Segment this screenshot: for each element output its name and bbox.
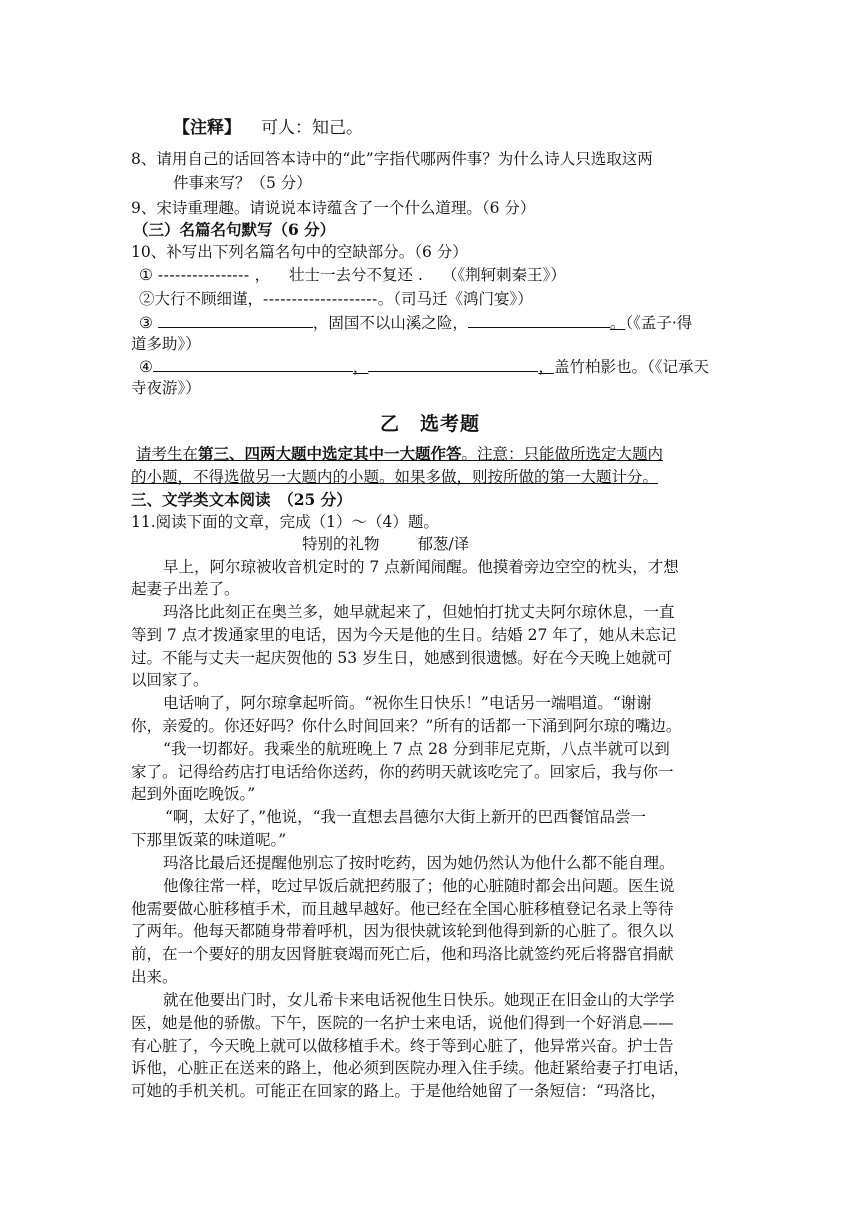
paragraph-line: 玛洛比最后还提醒他别忘了按时吃药，因为她仍然认为他什么都不能自理。: [163, 854, 675, 872]
paragraph-line: “我一切都好。我乘坐的航班晚上 7 点 28 分到菲尼克斯，八点半就可以到: [163, 740, 670, 758]
answer-blank-3b[interactable]: [468, 311, 610, 328]
quote-text: ，固国不以山溪之险，: [312, 314, 468, 332]
answer-blank-1[interactable]: ----------------: [157, 266, 250, 284]
story-translator: 郁葱/译: [417, 535, 470, 553]
question-9: 9、宋诗重理趣。请说说本诗蕴含了一个什么道理。（6 分）: [131, 199, 536, 217]
quote-text: 大行不顾细谨，: [154, 290, 264, 308]
paragraph-line: 有心脏了，今天晚上就可以做移植手术。终于等到心脏了，他异常兴奋。护士告: [131, 1037, 674, 1055]
punct: 。: [609, 314, 626, 332]
question-11: 11.阅读下面的文章，完成（1）～（4）题。: [131, 513, 439, 531]
paragraph-line: 你，亲爱的。你还好吗？你什么时间回来？”所有的话都一下涌到阿尔琼的嘴边。: [131, 717, 682, 735]
notice-line-1: [136, 443, 663, 465]
paragraph-line: 起到外面吃晚饭。”: [131, 785, 256, 803]
answer-blank-4b[interactable]: [368, 355, 538, 372]
fill-item-4: [139, 355, 709, 378]
notice-line-2: 的小题，不得选做另一大题内的小题。如果多做，则按所做的第一大题计分。: [131, 468, 659, 486]
notice-post: 。注意：只能做所选定大题内: [461, 445, 664, 463]
paragraph-line: 诉他，心脏正在送来的路上，他必须到医院办理入住手续。他赶紧给妻子打电话，: [131, 1059, 690, 1077]
quote-source: （《荆轲刺秦王》）: [441, 266, 566, 284]
quote-text: 壮士一去兮不复还: [289, 266, 414, 284]
story-title-text: 特别的礼物: [302, 535, 380, 553]
section-3-heading: （三）名篇名句默写（6 分）: [133, 220, 336, 239]
section-three-heading: 三、文学类文本阅读 （25 分）: [131, 490, 352, 509]
paragraph-line: 下那里饭菜的味道呢。”: [131, 831, 287, 849]
item-number: ③: [139, 314, 153, 332]
quote-source: （《孟子·得: [625, 314, 693, 332]
fill-item-1: [139, 264, 566, 286]
paragraph-line: 前，在一个要好的朋友因肾脏衰竭而死亡后，他和玛洛比就签约死后将器官捐献: [131, 945, 674, 963]
paragraph-line: 过。不能与丈夫一起庆贺他的 53 岁生日，她感到很遗憾。好在今天晚上她就可: [131, 649, 673, 667]
notice-bold: 第三、四两大题中选定其中一大题作答: [198, 444, 462, 463]
paragraph-line: 他需要做心脏移植手术，而且越早越好。他已经在全国心脏移植登记名录上等待: [131, 900, 674, 918]
paragraph-line: “啊，太好了，”他说，“我一直想去昌德尔大街上新开的巴西餐馆品尝一: [165, 808, 647, 826]
paragraph-line: 早上，阿尔琼被收音机定时的 7 点新闻闹醒。他摸着旁边空空的枕头，才想: [163, 558, 679, 576]
story-title: [302, 533, 469, 555]
paragraph-line: 可她的手机关机。可能正在回家的路上。于是他给她留了一条短信：“玛洛比，: [131, 1082, 666, 1100]
paragraph-line: 玛洛比此刻正在奥兰多，她早就起来了，但她怕打扰丈夫阿尔琼休息，一直: [163, 603, 675, 621]
paragraph-line: 他像往常一样，吃过早饭后就把药服了；他的心脏随时都会出问题。医生说: [163, 877, 675, 895]
answer-blank-4a[interactable]: [153, 355, 353, 372]
item-number: ②: [139, 290, 155, 308]
paragraph-line: 等到 7 点才拨通家里的电话，因为今天是他的生日。结婚 27 年了，她从未忘记: [131, 626, 677, 644]
question-10: 10、补写出下列名篇名句中的空缺部分。（6 分）: [131, 243, 468, 261]
paragraph-line: 家了。记得给药店打电话给你送药，你的药明天就该吃完了。回家后，我与你一: [131, 763, 674, 781]
annotation-label: 【注释】: [173, 118, 241, 138]
item-number: ④: [139, 358, 153, 376]
paragraph-line: 起妻子出差了。: [131, 580, 240, 598]
paragraph-line: 以回家了。: [131, 671, 209, 689]
paragraph-line: 电话响了，阿尔琼拿起听筒。“祝你生日快乐！”电话另一端唱道。“谢谢: [163, 694, 652, 712]
question-8-line-1: 8、请用自己的话回答本诗中的“此”字指代哪两件事？为什么诗人只选取这两: [131, 150, 653, 168]
punct: .: [417, 266, 423, 284]
annotation-text: 可人：知己。: [261, 118, 363, 138]
quote-source: 。（司马迁《鸿门宴》）: [377, 290, 533, 308]
fill-item-2: [139, 288, 533, 310]
paragraph-line: 就在他要出门时，女儿希卡来电话祝他生日快乐。她现正在旧金山的大学学: [163, 991, 675, 1009]
answer-blank-3a[interactable]: [158, 311, 313, 328]
punct: ，: [538, 358, 554, 376]
fill-item-3: [139, 311, 692, 334]
paragraph-line: 了两年。他每天都随身带着呼机，因为很快就该轮到他得到新的心脏了。很久以: [131, 922, 674, 940]
punct: ，: [352, 358, 369, 376]
paragraph-line: 出来。: [131, 968, 178, 986]
quote-tail: 盖竹柏影也。（《记承天: [553, 358, 709, 376]
question-8-line-2: 件事来写？（5 分）: [173, 174, 312, 192]
notice-pre: 请考生在: [136, 445, 199, 463]
part-b-title: 乙 选考题: [379, 413, 480, 435]
answer-blank-2[interactable]: --------------------: [263, 290, 378, 308]
fill-item-3-line-2: 道多助》）: [131, 335, 201, 353]
annotation: [173, 117, 363, 139]
punct: ，: [254, 266, 271, 284]
fill-item-4-line-2: 寺夜游》）: [131, 379, 201, 397]
paragraph-line: 医，她是他的骄傲。下午，医院的一名护士来电话，说他们得到一个好消息——: [131, 1014, 674, 1032]
item-number: ①: [139, 266, 153, 284]
